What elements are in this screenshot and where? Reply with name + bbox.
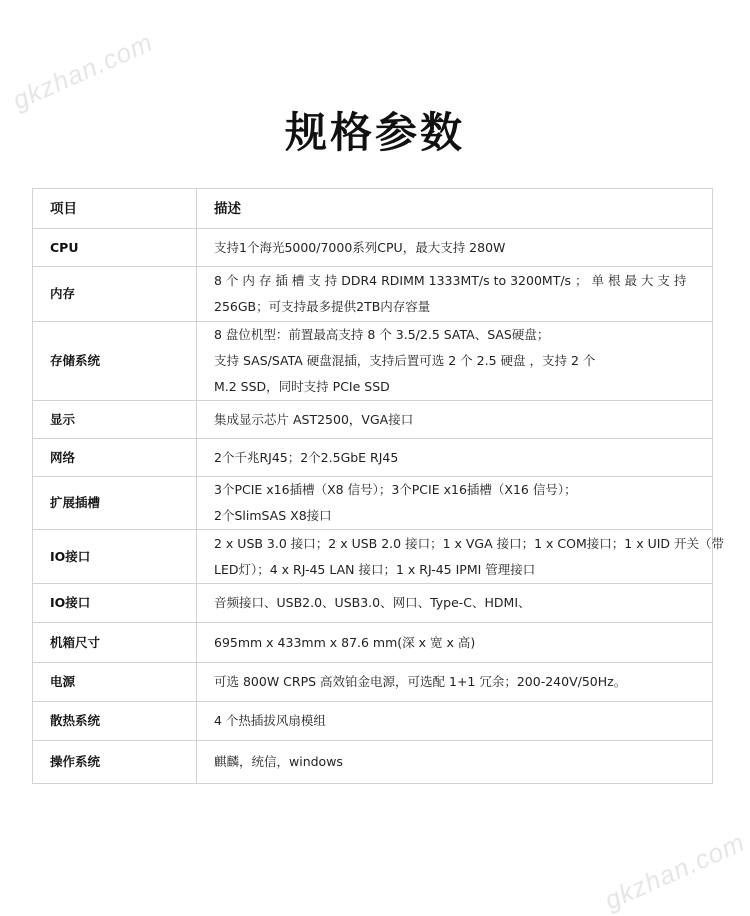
row-key: 机箱尺寸 (33, 623, 197, 663)
row-value (197, 477, 713, 530)
value-line: 2个千兆RJ45；2个2.5GbE RJ45 (214, 449, 399, 465)
table-row (33, 477, 713, 530)
value-line: LED灯）；4 x RJ-45 LAN 接口；1 x RJ-45 IPMI 管理接口 (214, 561, 536, 577)
row-value (197, 584, 713, 623)
value-line: 8 个 内 存 插 槽 支 持 DDR4 RDIMM 1333MT/s to 3200MT/s ； 单 根 最 大 支 持 (214, 273, 687, 288)
value-line: M.2 SSD，同时支持 PCIe SSD (214, 379, 390, 394)
value-line: 8 盘位机型：前置最高支持 8 个 3.5/2.5 SATA、SAS硬盘； (214, 327, 550, 342)
row-key: 操作系统 (33, 741, 197, 784)
value-line: 3个PCIE x16插槽（X8 信号）；3个PCIE x16插槽（X16 信号）； (214, 482, 577, 497)
value-line: 256GB；可支持最多提供2TB内存容量 (214, 299, 431, 314)
spec-table (32, 188, 725, 784)
page-title: 规格参数 (284, 108, 465, 157)
row-key: 扩展插槽 (33, 477, 197, 530)
value-line: 2 x USB 3.0 接口；2 x USB 2.0 接口；1 x VGA 接口；1 x COM接口；1 x UID 开关（带 (214, 535, 725, 551)
row-key: 内存 (33, 267, 197, 322)
row-key: 存储系统 (33, 322, 197, 401)
row-value (197, 322, 713, 401)
table-row (33, 322, 713, 401)
row-key: 显示 (33, 401, 197, 439)
watermark: gkzhan.com (600, 826, 750, 916)
watermark: gkzhan.com (8, 26, 158, 116)
row-value (197, 663, 713, 702)
table-row (33, 229, 713, 267)
row-key: CPU (33, 229, 197, 267)
row-value (197, 401, 713, 439)
row-key: IO接口 (33, 584, 197, 623)
value-line: 2个SlimSAS X8接口 (214, 508, 332, 523)
row-value (197, 530, 725, 584)
row-key: IO接口 (33, 530, 197, 584)
row-value (197, 229, 713, 267)
value-line: 麒麟，统信，windows (214, 754, 343, 769)
row-key: 电源 (33, 663, 197, 702)
table-row (33, 401, 713, 439)
row-value (197, 267, 713, 322)
table-row (33, 623, 713, 663)
row-value (197, 623, 713, 663)
table-row (33, 530, 713, 584)
table-row (33, 702, 713, 741)
table-row (33, 741, 713, 784)
value-line: 4 个热插拔风扇模组 (214, 713, 326, 728)
value-line: 集成显示芯片 AST2500，VGA接口 (214, 411, 414, 427)
row-value (197, 702, 713, 741)
table-row (33, 439, 713, 477)
value-line: 支持1个海光5000/7000系列CPU，最大支持 280W (214, 239, 506, 255)
table-row (33, 267, 713, 322)
table-row (33, 663, 713, 702)
value-line: 695mm x 433mm x 87.6 mm(深 x 宽 x 高) (214, 634, 476, 650)
value-line: 可选 800W CRPS 高效铂金电源，可选配 1+1 冗余；200-240V/50Hz。 (214, 674, 627, 689)
table-header-row (33, 189, 713, 229)
column-header-description: 描述 (197, 189, 713, 229)
value-line: 支持 SAS/SATA 硬盘混插，支持后置可选 2 个 2.5 硬盘 ，支持 2 个 (214, 353, 596, 368)
column-header-item: 项目 (33, 189, 197, 229)
row-value (197, 741, 713, 784)
table-row (33, 584, 713, 623)
row-key: 网络 (33, 439, 197, 477)
row-value (197, 439, 713, 477)
row-key: 散热系统 (33, 702, 197, 741)
value-line: 音频接口、USB2.0、USB3.0、网口、Type-C、HDMI、 (214, 595, 531, 610)
